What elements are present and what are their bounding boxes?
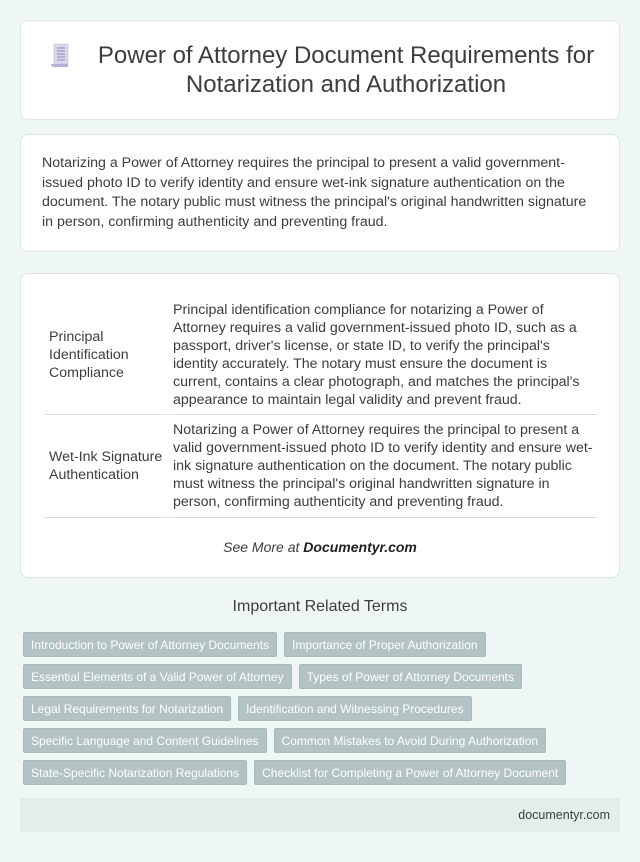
related-terms-title: Important Related Terms <box>232 598 408 615</box>
related-term-tag[interactable]: State-Specific Notarization Regulations <box>23 760 247 785</box>
see-more-link[interactable]: Documentyr.com <box>303 539 417 555</box>
see-more-prefix: See More at <box>223 539 304 555</box>
related-term-tag[interactable]: Identification and Witnessing Procedures <box>238 696 471 721</box>
document-scroll-icon <box>49 43 73 69</box>
related-term-tag[interactable]: Essential Elements of a Valid Power of Attorney <box>23 664 292 689</box>
related-term-tag[interactable]: Legal Requirements for Notarization <box>23 696 231 721</box>
page-title: Power of Attorney Document Requirements for Notarization and Authorization <box>97 42 595 98</box>
tag-row <box>23 664 623 689</box>
description-cell: Notarizing a Power of Attorney requires the principal to present a valid government-issued photo ID to verify identity and ensure wet-ink signature authentication on the document. The notary public must witness the principal's original handwritten signature in person, confirming authenticity and preventing fraud. <box>169 415 597 518</box>
related-term-tag[interactable]: Checklist for Completing a Power of Attorney Document <box>254 760 566 785</box>
table-row <box>45 415 597 518</box>
intro-card <box>20 134 620 252</box>
intro-text: Notarizing a Power of Attorney requires the principal to present a valid government-issued photo ID to verify identity and ensure wet-ink signature authentication on the document. The notary public must witness the principal's original handwritten signature in person, confirming authenticity and preventing fraud. <box>42 155 587 230</box>
related-term-tag[interactable]: Common Mistakes to Avoid During Authorization <box>274 728 547 753</box>
related-term-tag[interactable]: Introduction to Power of Attorney Documents <box>23 632 277 657</box>
term-cell: Principal Identification Compliance <box>45 296 167 415</box>
footer-site-link[interactable]: documentyr.com <box>518 808 610 822</box>
table-row <box>45 296 597 415</box>
term-cell: Wet-Ink Signature Authentication <box>45 415 167 518</box>
tag-row <box>23 760 623 785</box>
info-table <box>43 296 599 518</box>
footer <box>20 798 620 832</box>
related-term-tag[interactable]: Types of Power of Attorney Documents <box>299 664 522 689</box>
related-term-tag[interactable]: Importance of Proper Authorization <box>284 632 485 657</box>
related-terms-tags <box>23 632 623 792</box>
related-term-tag[interactable]: Specific Language and Content Guidelines <box>23 728 267 753</box>
tag-row <box>23 632 623 657</box>
header-card <box>20 20 620 120</box>
info-table-card <box>20 273 620 578</box>
description-cell: Principal identification compliance for notarizing a Power of Attorney requires a valid government-issued photo ID, such as a passport, driver's license, or state ID, to verify the principal's identity accurately. The notary must ensure the document is current, contains a clear photograph, and matches the principal's appearance to maintain legal validity and prevent fraud. <box>169 296 597 415</box>
tag-row <box>23 728 623 753</box>
see-more-line <box>21 539 619 555</box>
tag-row <box>23 696 623 721</box>
